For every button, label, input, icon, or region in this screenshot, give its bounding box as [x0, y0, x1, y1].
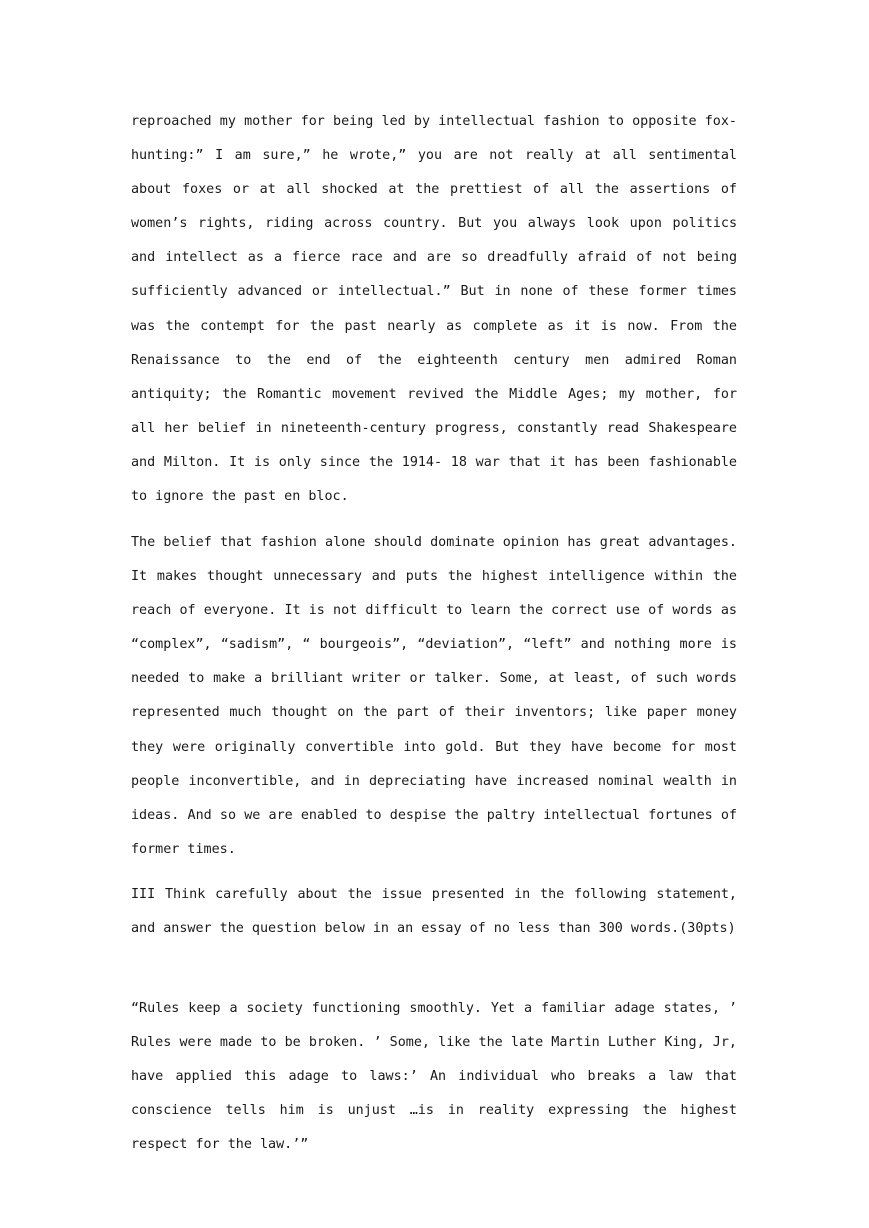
- essay-instruction: III Think carefully about the issue presented in the following statement, and answer the question below in an essay of no less than 300 words.(30pts): [131, 887, 737, 937]
- essay-prompt-quote: “Rules keep a society functioning smoothly. Yet a familiar adage states, ’ Rules were made to be broken. ’ Some, like the late Martin Luther King, Jr, have applied this adage to laws:’ An individual who breaks a law that conscience tells him is unjust …is in reality expressing the highest respect for the law.’”: [131, 1001, 737, 1153]
- paragraph-fashion-advantages: The belief that fashion alone should dominate opinion has great advantages. It makes thought unnecessary and puts the highest intelligence within the reach of everyone. It is not difficult to learn the correct use of words as “complex”, “sadism”, “ bourgeois”, “deviation”, “left” and nothing more is needed to make a brilliant writer or talker. Some, at least, of such words represented much thought on the part of their inventors; like paper money they were originally convertible into gold. But they have become for most people inconvertible, and in depreciating have increased nominal wealth in ideas. And so we are enabled to despise the paltry intellectual fortunes of former times.: [131, 535, 737, 857]
- paragraph-fashion-history: reproached my mother for being led by intellectual fashion to opposite fox-hunting:” I am sure,” he wrote,” you are not really at all sentimental about foxes or at all shocked at the prettiest of all the assertions of women’s rights, riding across country. But you always look upon politics and intellect as a fierce race and are so dreadfully afraid of not being sufficiently advanced or intellectual.” But in none of these former times was the contempt for the past nearly as complete as it is now. From the Renaissance to the end of the eighteenth century men admired Roman antiquity; the Romantic movement revived the Middle Ages; my mother, for all her belief in nineteenth-century progress, constantly read Shakespeare and Milton. It is only since the 1914- 18 war that it has been fashionable to ignore the past en bloc.: [131, 114, 737, 505]
